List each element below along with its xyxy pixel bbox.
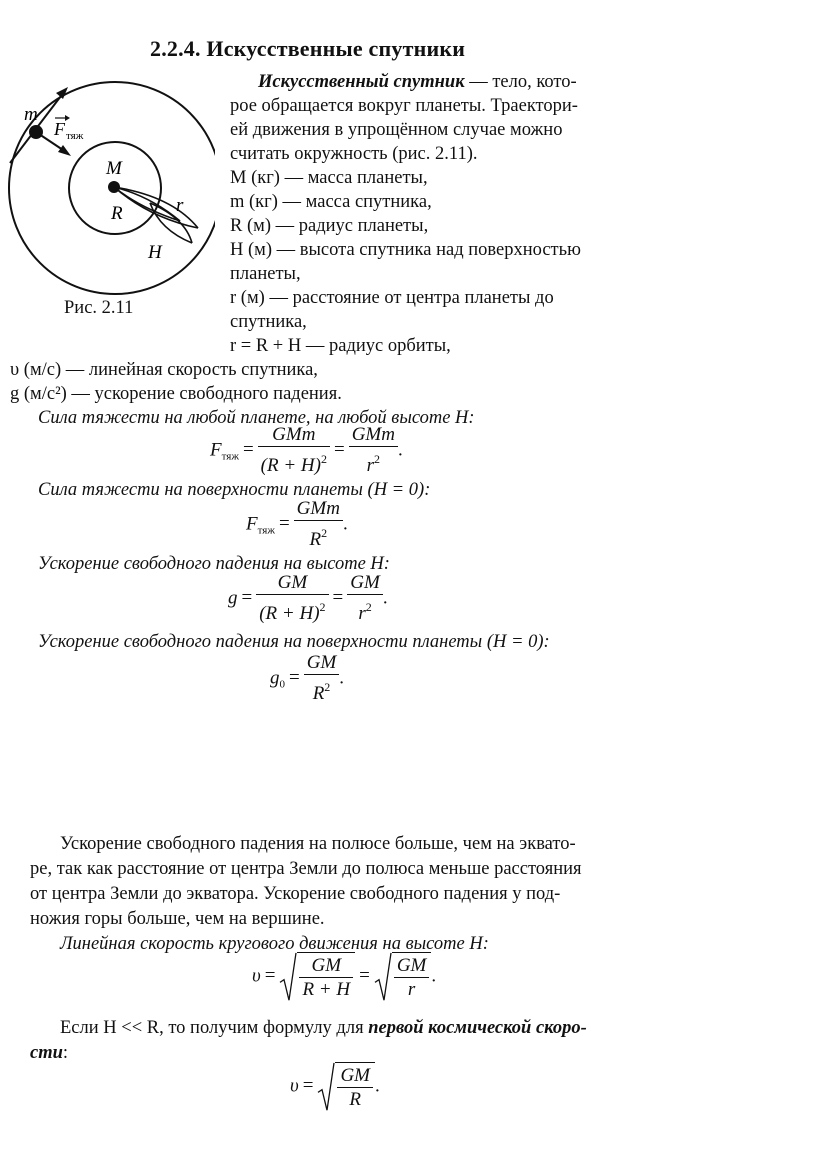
first-cosmic-line-2	[30, 1041, 68, 1066]
intro-term: Искусственный спутник	[258, 72, 465, 92]
def-v: υ (м/с) — линейная скорость спутника,	[10, 360, 318, 380]
figure-caption: Рис. 2.11	[64, 298, 134, 318]
intro-line-3: ей движения в упрощённом случае можно	[230, 120, 563, 140]
section-title: 2.2.4. Искусственные спутники	[150, 36, 466, 61]
label-R: R	[111, 203, 123, 224]
f1-den1: (R + H)	[260, 455, 321, 476]
paragraph-line-1: Ускорение свободного падения на полюсе больше, чем на эквато-	[60, 834, 576, 854]
def-M: M (кг) — масса планеты,	[230, 168, 428, 188]
paragraph-line-3: от центра Земли до экватора. Ускорение свободного падения у под-	[30, 884, 561, 904]
f3-num1: GM	[256, 572, 328, 595]
f1-den2-sup: 2	[374, 452, 381, 466]
caption-linear-speed: Линейная скорость кругового движения на высоте H:	[60, 934, 489, 954]
def-g: g (м/с²) — ускорение свободного падения.	[10, 384, 342, 404]
paragraph-line-2: ре, так как расстояние от центра Земли до полюса меньше расстояния	[30, 859, 582, 879]
formula-linear-speed: υ = $\frac{GM}{R + H}$ = $\frac{GM}{r}$ .	[252, 952, 436, 1002]
def-H: H (м) — высота спутника над поверхностью	[230, 240, 581, 260]
intro-line-1	[258, 70, 577, 94]
formula-accel-surface: $g_0$ = $\frac{GM}{R^2}$ .	[270, 652, 345, 704]
f3-num2: GM	[347, 572, 383, 595]
intro-text-1: — тело, кото-	[464, 72, 577, 92]
f6-sqrt	[317, 1062, 375, 1112]
f4-sub: 0	[279, 678, 285, 691]
f4-den: R	[312, 683, 325, 704]
label-F-sub: тяж	[66, 130, 84, 142]
formula-gravity-surface: $F_{тяж}$ = $\frac{\text{GMm}}{R^2}$ .	[246, 498, 348, 550]
f4-g: g	[270, 667, 280, 689]
f1-num1: GMm	[258, 424, 330, 447]
caption-gravity-any-height: Сила тяжести на любой планете, на любой высоте H:	[38, 408, 475, 428]
f2-den-sup: 2	[321, 526, 328, 540]
f5-num2: GM	[394, 955, 430, 978]
first-cosmic-term-a: первой космической скоро-	[368, 1018, 587, 1038]
f1-F: F	[210, 439, 222, 461]
f2-den: R	[309, 529, 322, 550]
f2-sub: тяж	[257, 524, 275, 537]
first-cosmic-pre: Если H << R, то получим формулу для	[60, 1018, 369, 1038]
def-orbit: r = R + H — радиус орбиты,	[230, 336, 451, 356]
f1-den1-sup: 2	[320, 452, 327, 466]
f3-den2-sup: 2	[365, 600, 372, 614]
caption-accel-height: Ускорение свободного падения на высоте H:	[38, 554, 390, 574]
f4-den-sup: 2	[324, 680, 331, 694]
f4-num: GM	[304, 652, 340, 675]
f1-num2: GMm	[349, 424, 398, 447]
f5-num1: GM	[299, 955, 353, 978]
def-m: m (кг) — масса спутника,	[230, 192, 432, 212]
first-cosmic-term-b: сти	[30, 1043, 63, 1063]
label-M: M	[106, 158, 122, 179]
intro-line-4: считать окружность (рис. 2.11).	[230, 144, 478, 164]
satellite-orbit-figure	[0, 78, 215, 378]
f3-g: g	[228, 587, 238, 609]
f5-sqrt2	[374, 952, 432, 1002]
caption-gravity-surface: Сила тяжести на поверхности планеты (H = 0):	[38, 480, 431, 500]
f6-v: υ	[290, 1075, 299, 1097]
f1-den2: r	[366, 455, 375, 476]
f2-num: GMm	[294, 498, 343, 521]
def-r-cont: спутника,	[230, 312, 307, 332]
formula-first-cosmic: υ = $\frac{GM}{R}$ .	[290, 1062, 380, 1112]
label-m: m	[24, 104, 38, 125]
f3-den2: r	[358, 603, 366, 624]
caption-accel-surface: Ускорение свободного падения на поверхности планеты (H = 0):	[38, 632, 550, 652]
f6-den: R	[349, 1089, 362, 1110]
label-F: F	[54, 119, 65, 139]
f6-num: GM	[337, 1065, 373, 1088]
f5-den2: r	[407, 979, 416, 1000]
f3-den1-sup: 2	[319, 600, 326, 614]
f3-den1: (R + H)	[259, 603, 320, 624]
f2-F: F	[246, 513, 258, 535]
f5-sqrt1	[279, 952, 355, 1002]
intro-line-2: рое обращается вокруг планеты. Траектори-	[230, 96, 578, 116]
f5-den1: R + H	[302, 979, 351, 1000]
formula-gravity-general: $F_{тяж}$ = $\frac{\text{GMm}}{(R + H)^2}$ = $\frac{\text{GMm}}{r^2}$ .	[210, 424, 403, 476]
label-H: H	[148, 242, 162, 263]
def-r: r (м) — расстояние от центра планеты до	[230, 288, 554, 308]
formula-accel-height: g = $\frac{GM}{(R + H)^2}$ = $\frac{GM}{r^2}$ .	[228, 572, 388, 624]
f1-sub: тяж	[221, 450, 239, 463]
def-H-cont: планеты,	[230, 264, 301, 284]
first-cosmic-line-1	[60, 1016, 587, 1041]
first-cosmic-post: :	[62, 1043, 69, 1063]
label-r: r	[176, 195, 184, 216]
paragraph-line-4: ножия горы больше, чем на вершине.	[30, 909, 325, 929]
def-R: R (м) — радиус планеты,	[230, 216, 429, 236]
f5-v: υ	[252, 965, 261, 987]
